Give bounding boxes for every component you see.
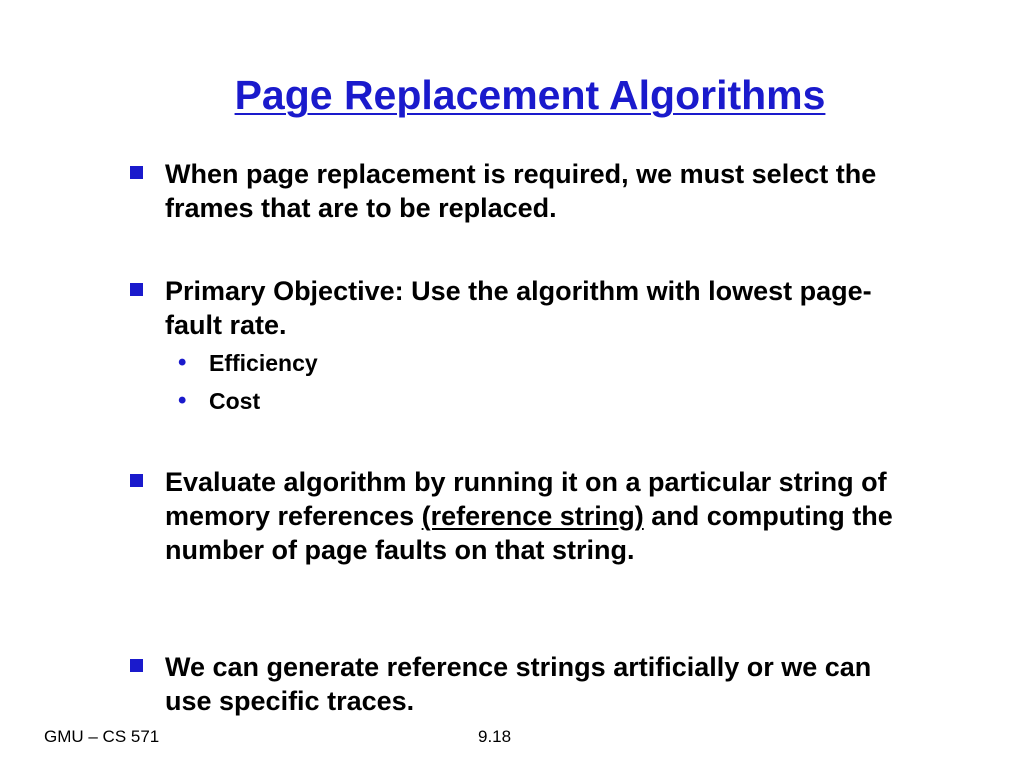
- bullet-3-text: [165, 465, 910, 567]
- square-bullet-icon: [130, 283, 143, 296]
- bullet-3: [130, 465, 910, 567]
- bullet-4: [130, 650, 910, 718]
- bullet-2-text: Primary Objective: Use the algorithm with lowest page-fault rate.: [165, 276, 872, 340]
- square-bullet-icon: [130, 474, 143, 487]
- sub-bullet-cost: [178, 384, 260, 418]
- dot-bullet-icon: •: [178, 349, 187, 376]
- reference-string-term: (reference string): [421, 501, 644, 531]
- slide-title: Page Replacement Algorithms: [234, 72, 826, 118]
- bullet-2: [130, 274, 910, 342]
- bullet-1-text: When page replacement is required, we must select the frames that are to be replaced.: [165, 159, 877, 223]
- square-bullet-icon: [130, 166, 143, 179]
- square-bullet-icon: [130, 659, 143, 672]
- dot-bullet-icon: •: [178, 387, 187, 414]
- sub-bullet-text: Efficiency: [209, 350, 318, 376]
- footer-page-number: 9.18: [478, 727, 512, 746]
- sub-bullet-efficiency: [178, 346, 318, 380]
- bullet-3-text-before: Evaluate algorithm by running it on a particular string of memory references: [165, 467, 887, 531]
- sub-bullet-text: Cost: [209, 388, 261, 414]
- bullet-1: [130, 157, 910, 225]
- bullet-4-text: We can generate reference strings artificially or we can use specific traces.: [165, 652, 872, 716]
- bullet-3-text-after: and computing the number of page faults on that string.: [165, 501, 893, 565]
- footer-course-label: GMU – CS 571: [44, 727, 160, 746]
